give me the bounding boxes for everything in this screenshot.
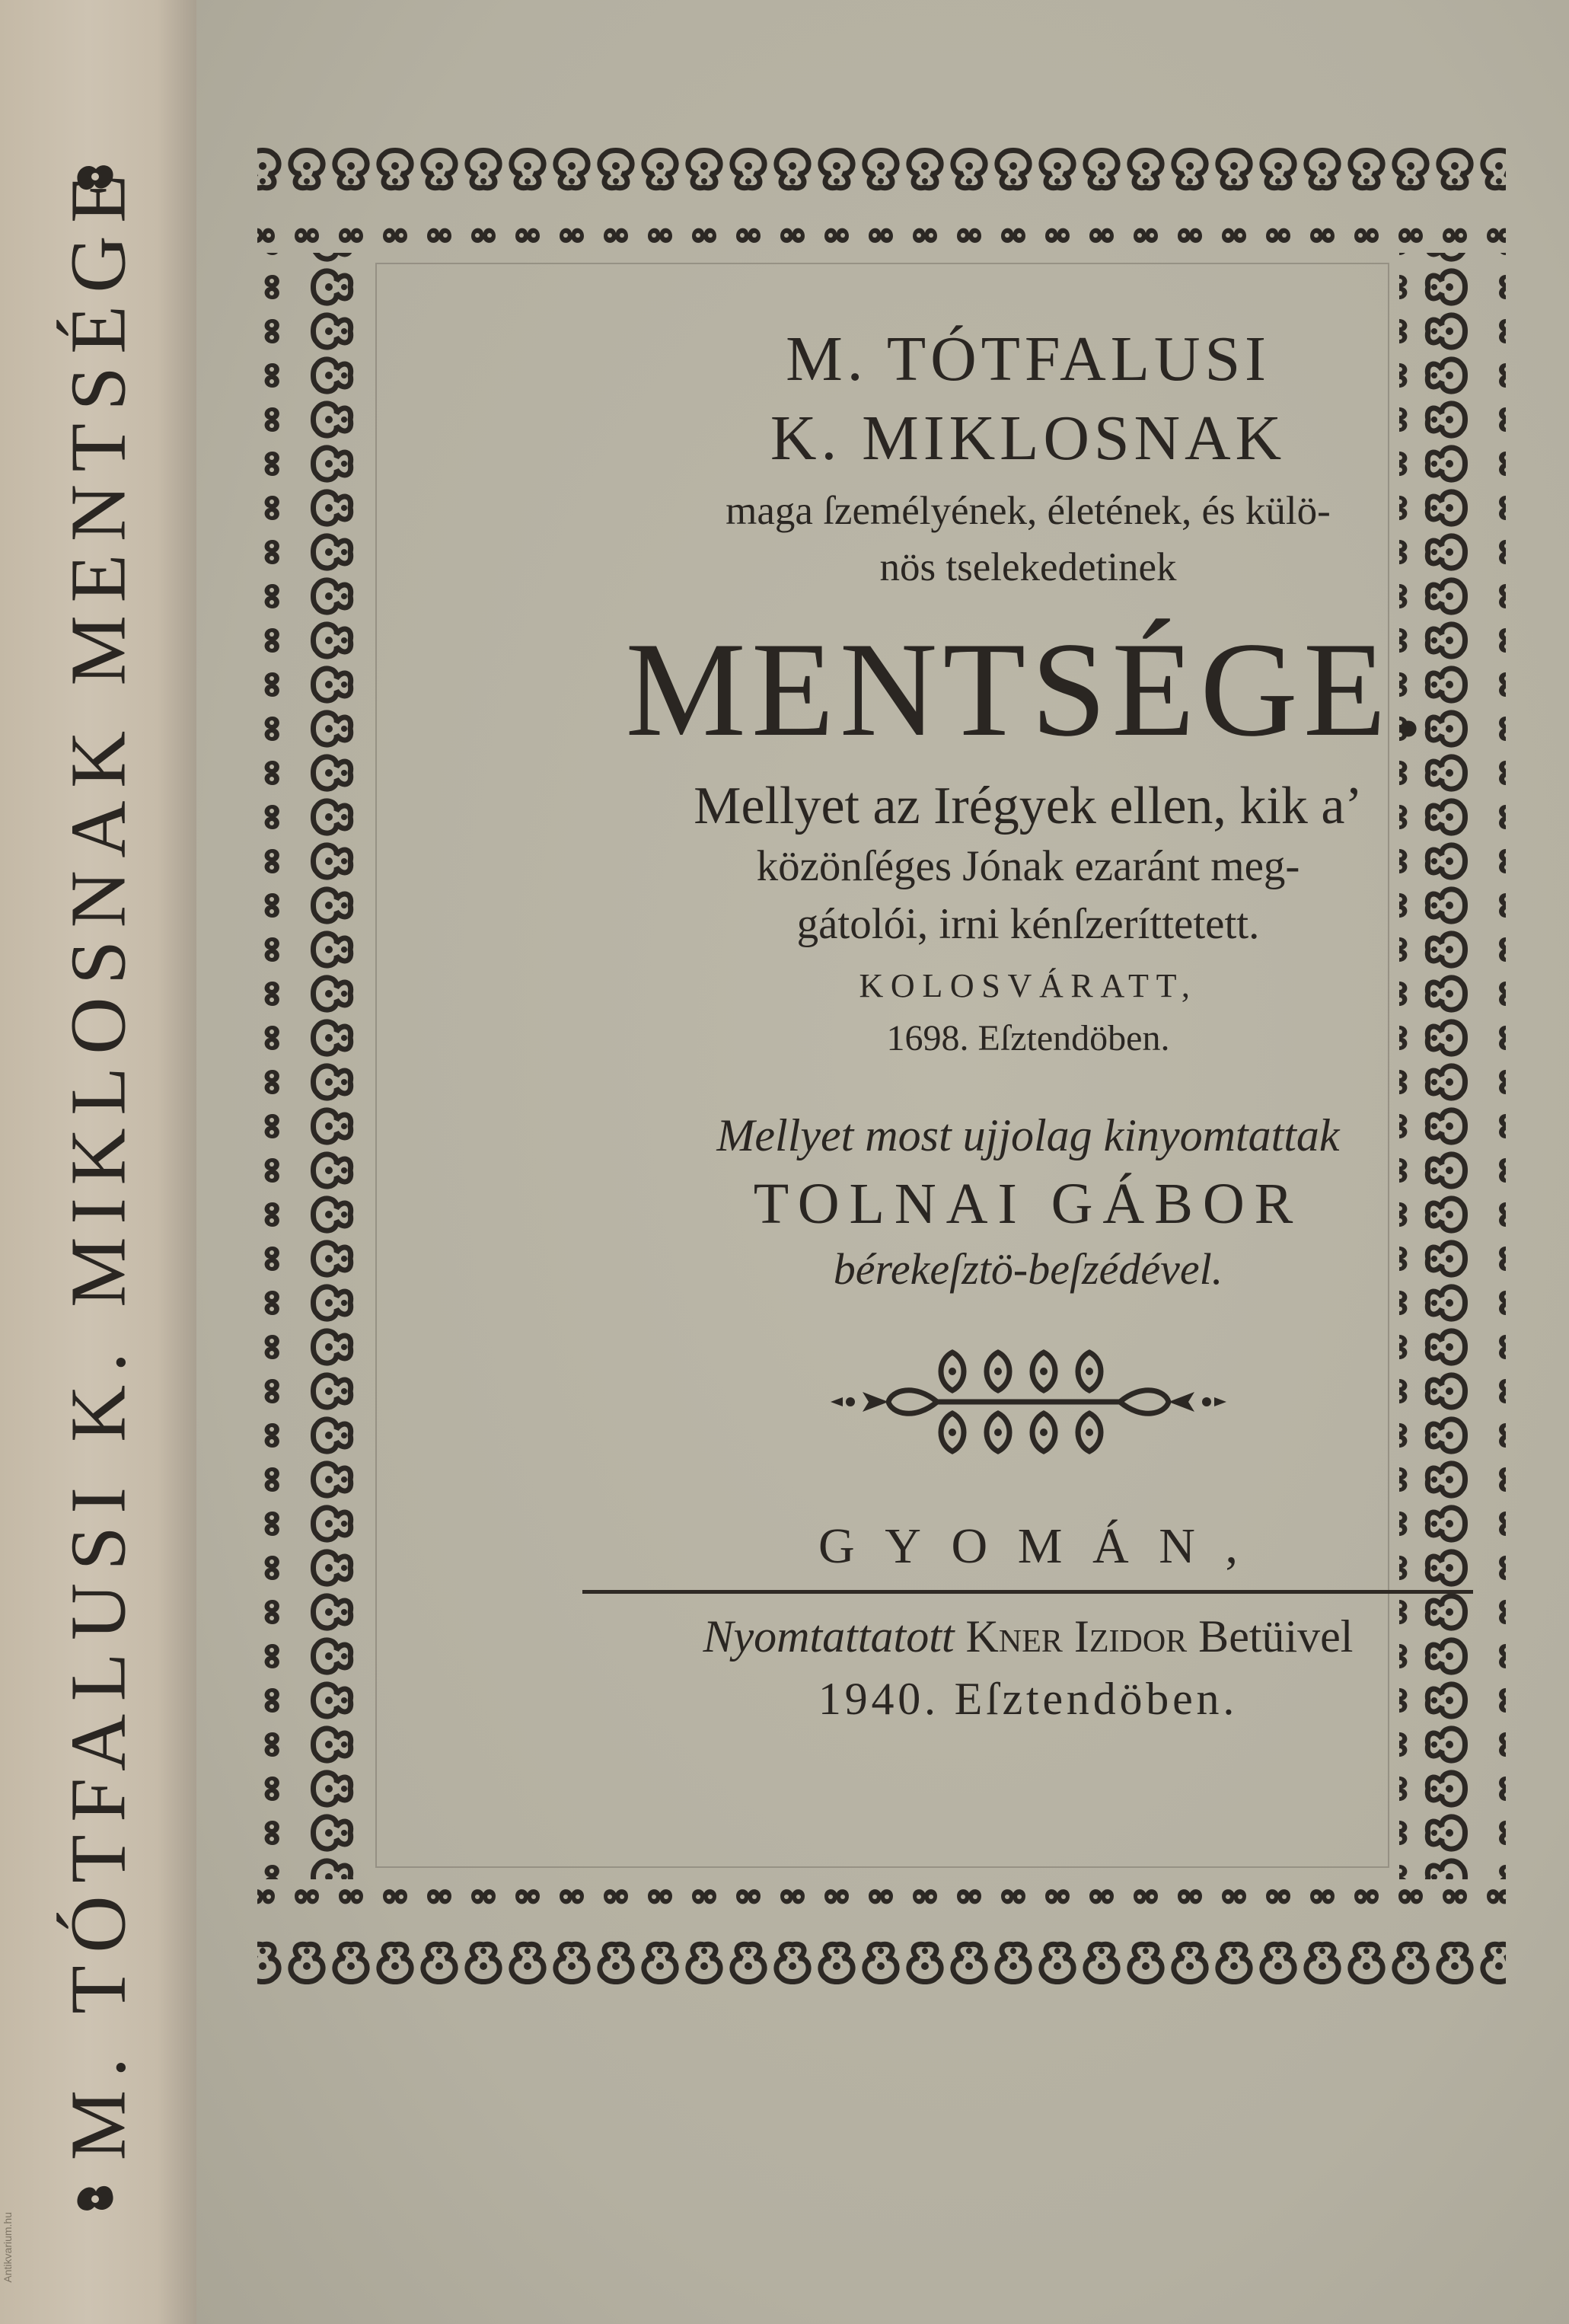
printer-name: Kner Izidor (965, 1611, 1188, 1662)
printer-suffix: Betüivel (1198, 1611, 1354, 1662)
original-year: 1698. Eſztendöben. (886, 1018, 1170, 1058)
editor-name: TOLNAI GÁBOR (753, 1172, 1303, 1236)
print-year: 1940. Eſztendöben. (818, 1674, 1239, 1724)
description-line-3: gátolói, irni kénſzeríttetett. (796, 900, 1260, 948)
book-spine (0, 0, 197, 2324)
book-cover (196, 0, 1569, 2324)
subtitle-line-2: nös tselekedetinek (879, 545, 1177, 589)
spine-fleuron-icon-bottom (72, 2179, 119, 2217)
description-line-2: közönſéges Jónak ezaránt meg- (756, 842, 1300, 890)
watermark-text: Antikvarium.hu (2, 2212, 14, 2283)
edition-note: Mellyet most ujjolag kinyomtattak (716, 1110, 1340, 1160)
description-line-1: Mellyet az Irégyek ellen, kik a’ (694, 777, 1363, 835)
original-place: KOLOSVÁRATT, (859, 967, 1197, 1004)
border-bottom-band (257, 1879, 1506, 1986)
title-page-text (596, 320, 1460, 1731)
fleuron-ornament-icon (815, 1337, 1242, 1467)
author-line-1: M. TÓTFALUSI (786, 324, 1271, 394)
subtitle-line-1: maga ſzemélyének, életének, és külö- (726, 489, 1331, 533)
horizontal-rule (582, 1590, 1473, 1594)
author-line-2: K. MIKLOSNAK (770, 403, 1287, 474)
print-place: GYOMÁN, (818, 1518, 1268, 1574)
printer-prefix: Nyomtattatott (703, 1611, 955, 1662)
printer-line (596, 1606, 1460, 1667)
main-title: MENTSÉGE. (625, 614, 1431, 765)
border-left-band (257, 253, 364, 1879)
spine-title: M. TÓTFALUSI K. MIKLOSNAK MENTSÉGE (54, 161, 142, 2161)
border-top-band (257, 146, 1506, 253)
foreword-note: bérekeſztö-beſzédével. (833, 1244, 1223, 1294)
